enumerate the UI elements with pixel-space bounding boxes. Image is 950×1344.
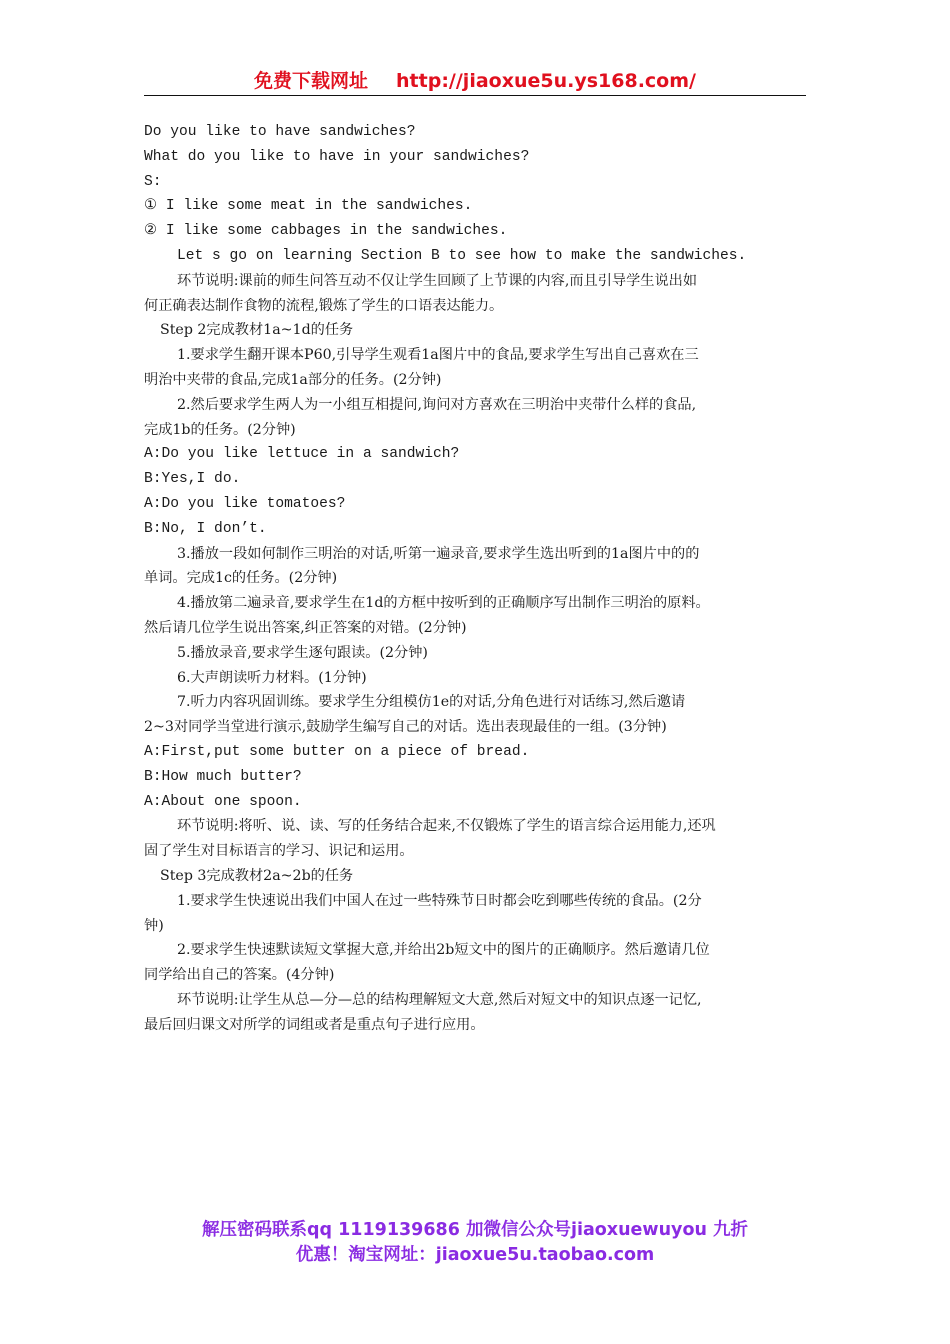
text-line: Let s go on learning Section B to see how to make the sandwiches. <box>177 247 747 264</box>
document-body <box>144 120 808 1037</box>
text-line: 完成1b的任务。(2分钟) <box>144 421 296 438</box>
footer-line-2: 优惠！淘宝网址：jiaoxue5u.taobao.com <box>295 1245 655 1265</box>
text-line: 最后回归课文对所学的词组或者是重点句子进行应用。 <box>144 1016 485 1033</box>
text-line: 单词。完成1c的任务。(2分钟) <box>144 570 338 587</box>
text-line: 7.听力内容巩固训练。要求学生分组模仿1e的对话,分角色进行对话练习,然后邀请 <box>177 694 686 711</box>
text-line: 何正确表达制作食物的流程,锻炼了学生的口语表达能力。 <box>144 297 504 314</box>
text-line: Step 2完成教材1a~1d的任务 <box>160 322 354 339</box>
text-line: S: <box>144 173 162 190</box>
text-line: 2.要求学生快速默读短文掌握大意,并给出2b短文中的图片的正确顺序。然后邀请几位 <box>177 942 710 959</box>
header-url-link[interactable]: http://jiaoxue5u.ys168.com/ <box>396 70 696 92</box>
text-line: ① I like some meat in the sandwiches. <box>144 198 473 215</box>
text-line: B:Yes,I do. <box>144 471 241 488</box>
text-line: 钟) <box>144 917 164 934</box>
text-line: 5.播放录音,要求学生逐句跟读。(2分钟) <box>177 644 428 661</box>
text-line: A:About one spoon. <box>144 793 302 810</box>
text-line: B:No, I don’t. <box>144 520 267 537</box>
text-line: 2.然后要求学生两人为一小组互相提问,询问对方喜欢在三明治中夹带什么样的食品, <box>177 396 697 413</box>
text-line: 1.要求学生快速说出我们中国人在过一些特殊节日时都会吃到哪些传统的食品。(2分 <box>177 892 702 909</box>
text-line: 环节说明:将听、说、读、写的任务结合起来,不仅锻炼了学生的语言综合运用能力,还巩 <box>177 818 716 835</box>
text-line: B:How much butter? <box>144 768 302 785</box>
text-line: 6.大声朗读听力材料。(1分钟) <box>177 669 367 686</box>
text-line: 1.要求学生翻开课本P60,引导学生观看1a图片中的食品,要求学生写出自己喜欢在三 <box>177 347 699 364</box>
text-line: A:First,put some butter on a piece of bread. <box>144 743 530 760</box>
page-footer <box>150 1218 800 1268</box>
text-line: 4.播放第二遍录音,要求学生在1d的方框中按听到的正确顺序写出制作三明治的原料。 <box>177 595 710 612</box>
text-line: 环节说明:课前的师生问答互动不仅让学生回顾了上节课的内容,而且引导学生说出如 <box>177 272 698 289</box>
text-line: 固了学生对目标语言的学习、识记和运用。 <box>144 843 414 860</box>
text-line: 然后请几位学生说出答案,纠正答案的对错。(2分钟) <box>144 619 467 636</box>
text-line: 3.播放一段如何制作三明治的对话,听第一遍录音,要求学生选出听到的1a图片中的的 <box>177 545 700 562</box>
text-line: A:Do you like tomatoes? <box>144 495 346 512</box>
page-header <box>144 66 806 96</box>
text-line: ② I like some cabbages in the sandwiches. <box>144 223 508 240</box>
text-line: Step 3完成教材2a~2b的任务 <box>160 867 354 884</box>
text-line: What do you like to have in your sandwiches? <box>144 148 530 165</box>
footer-line-1: 解压密码联系qq 1119139686 加微信公众号jiaoxuewuyou 九折 <box>201 1220 749 1240</box>
text-line: 环节说明:让学生从总—分—总的结构理解短文大意,然后对短文中的知识点逐一记忆, <box>177 991 702 1008</box>
text-line: 2~3对同学当堂进行演示,鼓励学生编写自己的对话。选出表现最佳的一组。(3分钟) <box>144 719 667 736</box>
header-label: 免费下载网址 <box>254 70 369 92</box>
text-line: 同学给出自己的答案。(4分钟) <box>144 967 335 984</box>
text-line: A:Do you like lettuce in a sandwich? <box>144 446 460 463</box>
header-divider <box>144 95 806 96</box>
text-line: 明治中夹带的食品,完成1a部分的任务。(2分钟) <box>144 371 442 388</box>
text-line: Do you like to have sandwiches? <box>144 124 416 140</box>
